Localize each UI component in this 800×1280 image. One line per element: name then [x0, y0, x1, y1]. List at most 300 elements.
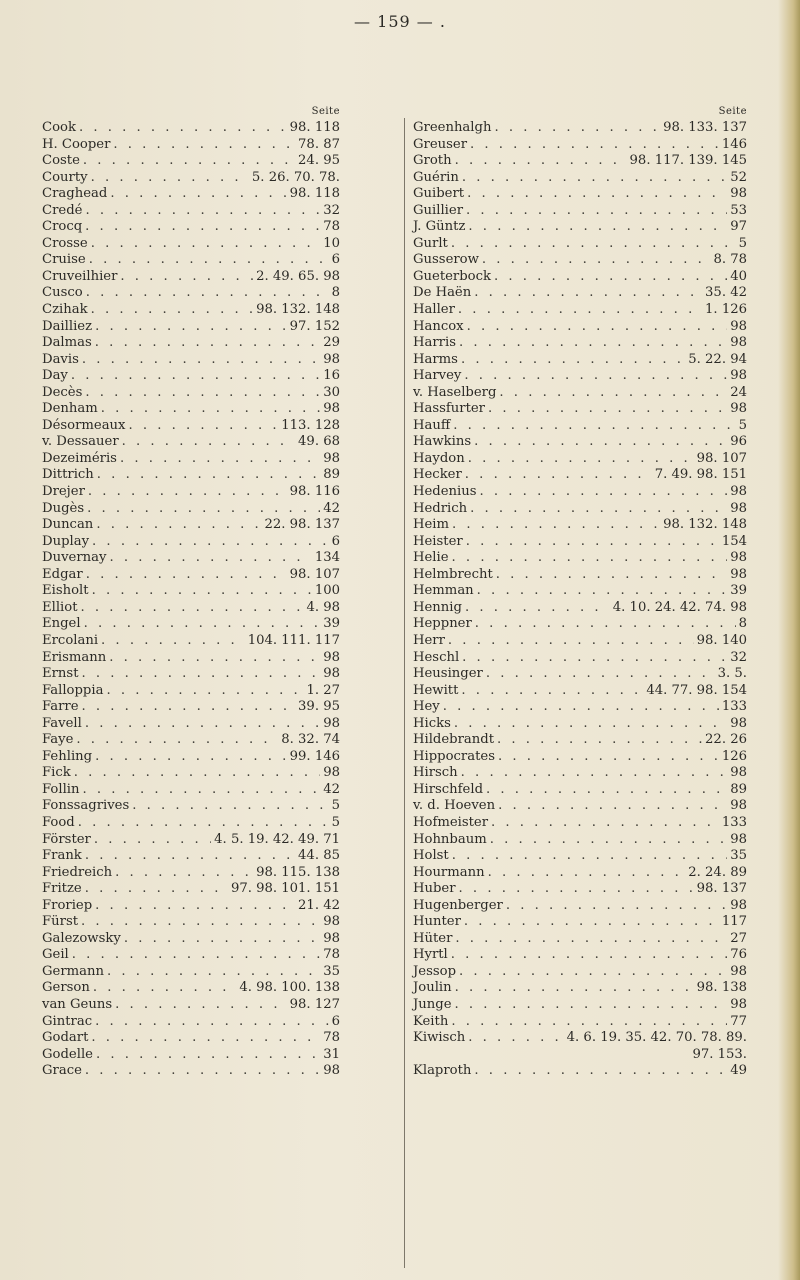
entry-name: Gueterbock — [413, 268, 491, 284]
entry-page-numbers: 96 — [730, 434, 747, 450]
entry-page-numbers: 98 — [323, 649, 340, 665]
entry-name: Harvey — [413, 368, 462, 384]
column-divider — [404, 118, 405, 1268]
entry-page-numbers: 98 — [323, 351, 340, 367]
index-entry — [42, 1047, 340, 1064]
entry-page-numbers: 78. 87 — [298, 136, 340, 152]
index-entry — [413, 153, 747, 170]
entry-page-numbers: 98 — [730, 484, 747, 500]
entry-name: Hedrich — [413, 500, 468, 516]
index-entry — [42, 567, 340, 584]
dot-leader — [69, 947, 320, 964]
index-entry — [42, 137, 340, 154]
dot-leader — [83, 567, 287, 584]
left-entries-list — [42, 120, 340, 1080]
entry-page-numbers: 35 — [730, 848, 747, 864]
dot-leader — [82, 848, 295, 865]
dot-leader — [85, 484, 287, 501]
entry-name: Désormeaux — [42, 417, 126, 433]
dot-leader — [78, 914, 320, 931]
entry-page-numbers: 154 — [721, 533, 747, 549]
entry-name: Keith — [413, 1013, 449, 1029]
entry-name: Credé — [42, 202, 83, 218]
entry-name: Hawkins — [413, 434, 472, 450]
dot-leader — [90, 980, 236, 997]
dot-leader — [91, 832, 211, 849]
dot-leader — [82, 1063, 320, 1080]
dot-leader — [106, 550, 311, 567]
index-entry — [413, 600, 747, 617]
dot-leader — [462, 600, 610, 617]
dot-leader — [461, 368, 727, 385]
dot-leader — [92, 1014, 329, 1031]
entry-name: Guillier — [413, 202, 464, 218]
dot-leader — [485, 865, 686, 882]
index-entry — [42, 1030, 340, 1047]
index-entry — [413, 914, 747, 931]
entry-name: Engel — [42, 616, 81, 632]
entry-page-numbers: 39 — [323, 616, 340, 632]
index-entry — [42, 252, 340, 269]
dot-leader — [459, 170, 727, 187]
entry-page-numbers: 8 — [738, 616, 747, 632]
dot-leader — [491, 269, 727, 286]
index-entry — [413, 848, 747, 865]
dot-leader — [82, 219, 320, 236]
dot-leader — [79, 352, 320, 369]
entry-page-numbers: 98. 115. 138 — [256, 864, 340, 880]
entry-name: Dalmas — [42, 335, 92, 351]
entry-page-numbers: 39 — [730, 583, 747, 599]
index-entry — [413, 1047, 747, 1064]
dot-leader — [479, 252, 711, 269]
index-entry — [413, 120, 747, 137]
dot-leader — [483, 782, 727, 799]
dot-leader — [81, 616, 321, 633]
index-entry — [42, 451, 340, 468]
entry-name: Froriep — [42, 897, 93, 913]
entry-name: Herr — [413, 632, 445, 648]
entry-page-numbers: 104. 111. 117 — [247, 632, 340, 648]
entry-name: Hemman — [413, 583, 474, 599]
entry-page-numbers: 49. 68 — [298, 434, 340, 450]
entry-name: Day — [42, 368, 68, 384]
dot-leader — [471, 285, 702, 302]
entry-name: Hirsch — [413, 765, 458, 781]
dot-leader — [86, 252, 329, 269]
entry-name: Craghead — [42, 186, 108, 202]
entry-page-numbers: 32 — [730, 649, 747, 665]
index-entry — [413, 252, 747, 269]
entry-name: Frank — [42, 848, 82, 864]
dot-leader — [117, 269, 253, 286]
entry-page-numbers: 22. 26 — [705, 732, 747, 748]
dot-leader — [449, 848, 727, 865]
entry-name: Hecker — [413, 467, 462, 483]
entry-name: Helmbrecht — [413, 566, 493, 582]
entry-page-numbers: 98 — [730, 765, 747, 781]
entry-page-numbers: 3. 5. — [717, 666, 747, 682]
entry-page-numbers: 98 — [323, 930, 340, 946]
entry-page-numbers: 98 — [730, 897, 747, 913]
dot-leader — [449, 517, 660, 534]
entry-name: Cusco — [42, 285, 83, 301]
entry-page-numbers: 98. 117. 139. 145 — [629, 153, 747, 169]
dot-leader — [88, 236, 321, 253]
entry-page-numbers: 5 — [331, 798, 340, 814]
entry-name: Jessop — [413, 963, 457, 979]
entry-name: Hugenberger — [413, 897, 503, 913]
entry-page-numbers: 5. 22. 94 — [688, 351, 747, 367]
entry-name: van Geuns — [42, 996, 113, 1012]
index-entry — [413, 947, 747, 964]
dot-leader — [68, 368, 320, 385]
index-entry — [42, 666, 340, 683]
dot-leader — [112, 997, 287, 1014]
entry-name: Crocq — [42, 219, 83, 235]
entry-page-numbers: 76 — [730, 947, 747, 963]
dot-leader — [471, 1063, 727, 1080]
entry-page-numbers: 98. 133. 137 — [663, 120, 747, 135]
index-entry — [42, 699, 340, 716]
dot-leader — [126, 418, 279, 435]
entry-name: Guérin — [413, 169, 459, 185]
dot-leader — [121, 931, 320, 948]
dot-leader — [82, 881, 228, 898]
dot-leader — [89, 534, 329, 551]
entry-page-numbers: 2. 49. 65. 98 — [256, 268, 340, 284]
index-entry — [42, 964, 340, 981]
dot-leader — [76, 120, 287, 137]
entry-name: Gerson — [42, 980, 90, 996]
dot-leader — [467, 137, 719, 154]
entry-page-numbers: 98 — [730, 368, 747, 384]
entry-name: Galezowsky — [42, 930, 121, 946]
index-entry — [413, 186, 747, 203]
index-entry — [413, 484, 747, 501]
dot-leader — [75, 815, 329, 832]
entry-page-numbers: 42 — [323, 500, 340, 516]
entry-page-numbers: 21. 42 — [298, 897, 340, 913]
index-entry — [413, 832, 747, 849]
entry-page-numbers: 42 — [323, 781, 340, 797]
entry-name: Heim — [413, 517, 450, 533]
index-entry — [42, 848, 340, 865]
index-entry — [42, 517, 340, 534]
entry-name: v. d. Hoeven — [413, 798, 496, 814]
index-entry — [42, 633, 340, 650]
dot-leader — [92, 749, 287, 766]
entry-name: Fonssagrives — [42, 798, 130, 814]
entry-page-numbers: 113. 128 — [281, 417, 340, 433]
entry-name: Favell — [42, 715, 82, 731]
entry-name: Godart — [42, 1030, 89, 1046]
index-entry — [413, 501, 747, 518]
entry-name: Fehling — [42, 748, 93, 764]
index-entry — [413, 401, 747, 418]
entry-page-numbers: 97. 152 — [289, 318, 340, 334]
entry-page-numbers: 98 — [730, 566, 747, 582]
entry-name: Hicks — [413, 715, 451, 731]
entry-name: Hennig — [413, 599, 462, 615]
entry-page-numbers: 6 — [331, 1013, 340, 1029]
entry-page-numbers: 133 — [721, 814, 747, 830]
dot-leader — [495, 798, 727, 815]
dot-leader — [463, 534, 719, 551]
entry-page-numbers: 98 — [730, 318, 747, 334]
dot-leader — [465, 451, 694, 468]
dot-leader — [465, 1030, 563, 1047]
dot-leader — [456, 335, 727, 352]
index-entry — [42, 219, 340, 236]
entry-page-numbers: 35. 42 — [705, 285, 747, 301]
index-entry — [42, 203, 340, 220]
index-entry — [413, 385, 747, 402]
index-entry — [42, 815, 340, 832]
index-entry — [42, 434, 340, 451]
entry-name: Hourmann — [413, 864, 485, 880]
index-entry — [413, 865, 747, 882]
index-entry — [413, 1063, 747, 1080]
dot-leader — [491, 120, 660, 137]
dot-leader — [92, 319, 287, 336]
dot-leader — [82, 385, 320, 402]
entry-page-numbers: 2. 24. 89 — [688, 864, 747, 880]
dot-leader — [464, 186, 727, 203]
entry-name: Förster — [42, 831, 91, 847]
index-entry — [42, 600, 340, 617]
entry-name: Haydon — [413, 450, 465, 466]
entry-name: Dugès — [42, 500, 85, 516]
index-entry — [42, 782, 340, 799]
dot-leader — [452, 980, 694, 997]
index-entry — [413, 269, 747, 286]
entry-name: Klaproth — [413, 1063, 472, 1079]
index-entry — [413, 550, 747, 567]
dot-leader — [472, 616, 736, 633]
entry-name: Hedenius — [413, 484, 477, 500]
index-entry — [42, 650, 340, 667]
entry-page-numbers: 52 — [730, 169, 747, 185]
dot-leader — [84, 501, 320, 518]
dot-leader — [78, 600, 304, 617]
index-entry — [413, 170, 747, 187]
entry-page-numbers: 98 — [323, 914, 340, 930]
dot-leader — [103, 683, 303, 700]
dot-leader — [463, 203, 727, 220]
entry-page-numbers: 10 — [323, 235, 340, 251]
dot-leader — [117, 451, 320, 468]
entry-name: Duncan — [42, 517, 94, 533]
index-entry — [413, 931, 747, 948]
index-entry — [413, 352, 747, 369]
dot-leader — [456, 964, 727, 981]
dot-leader — [494, 732, 702, 749]
entry-name: Gurlt — [413, 235, 448, 251]
entry-name: Kiwisch — [413, 1030, 466, 1046]
entry-name: De Haën — [413, 285, 472, 301]
entry-name: Czihak — [42, 302, 88, 318]
entry-page-numbers: 6 — [331, 533, 340, 549]
dot-leader — [452, 931, 727, 948]
entry-page-numbers: 98. 140 — [696, 632, 747, 648]
dot-leader — [467, 501, 727, 518]
entry-name: Cruveilhier — [42, 268, 118, 284]
entry-page-numbers: 98. 118 — [289, 186, 340, 202]
entry-page-numbers: 78 — [323, 1030, 340, 1046]
entry-page-numbers: 98 — [323, 715, 340, 731]
index-entry — [42, 484, 340, 501]
dot-leader — [449, 550, 728, 567]
dot-leader — [488, 815, 719, 832]
dot-leader — [104, 964, 320, 981]
entry-page-numbers: 98. 127 — [289, 996, 340, 1012]
entry-name: Hauff — [413, 417, 451, 433]
entry-name: Germann — [42, 963, 104, 979]
entry-name: Coste — [42, 153, 80, 169]
entry-name: Heusinger — [413, 666, 483, 682]
index-entry — [413, 898, 747, 915]
entry-page-numbers: 98. 138 — [696, 980, 747, 996]
entry-page-numbers: 97. 98. 101. 151 — [230, 881, 340, 897]
index-entry — [413, 964, 747, 981]
entry-page-numbers: 29 — [323, 335, 340, 351]
dot-leader — [448, 236, 736, 253]
entry-name: Fick — [42, 765, 71, 781]
right-entries-list — [413, 120, 747, 1080]
dot-leader — [448, 947, 727, 964]
entry-page-numbers: 4. 5. 19. 42. 49. 71 — [214, 831, 340, 847]
entry-page-numbers: 97. 153. — [692, 1046, 747, 1062]
entry-page-numbers: 78 — [323, 947, 340, 963]
dot-leader — [496, 385, 727, 402]
entry-name: Joulin — [413, 980, 452, 996]
entry-name: Harms — [413, 351, 458, 367]
index-entry — [42, 352, 340, 369]
index-entry — [42, 385, 340, 402]
entry-name: Helie — [413, 550, 449, 566]
entry-name: Hildebrandt — [413, 732, 495, 748]
entry-page-numbers: 8 — [331, 285, 340, 301]
entry-page-numbers: 98 — [730, 401, 747, 417]
index-entry — [413, 335, 747, 352]
entry-page-numbers: 49 — [730, 1063, 747, 1079]
entry-name: Hirschfeld — [413, 781, 484, 797]
entry-page-numbers: 5. 26. 70. 78. — [251, 169, 340, 185]
index-entry — [42, 153, 340, 170]
index-entry — [413, 980, 747, 997]
entry-page-numbers: 99. 146 — [289, 748, 340, 764]
index-entry — [413, 699, 747, 716]
entry-page-numbers: 117 — [721, 914, 747, 930]
entry-page-numbers: 98 — [730, 186, 747, 202]
entry-page-numbers: 98 — [323, 1063, 340, 1079]
index-entry — [42, 732, 340, 749]
entry-name: Hyrtl — [413, 947, 448, 963]
entry-page-numbers: 98 — [730, 715, 747, 731]
entry-page-numbers: 89 — [730, 781, 747, 797]
index-entry — [413, 534, 747, 551]
dot-leader — [98, 401, 320, 418]
dot-leader — [92, 898, 295, 915]
dot-leader — [73, 732, 278, 749]
index-entry — [42, 716, 340, 733]
entry-name: Hohnbaum — [413, 831, 487, 847]
index-entry — [413, 219, 747, 236]
entry-page-numbers: 44. 85 — [298, 848, 340, 864]
entry-name: Huber — [413, 881, 456, 897]
seite-label-left: Seite — [311, 106, 340, 117]
entry-page-numbers: 134 — [314, 550, 340, 566]
index-entry — [413, 567, 747, 584]
entry-name: Ernst — [42, 666, 79, 682]
dot-leader — [93, 1047, 320, 1064]
dot-leader — [93, 517, 261, 534]
entry-page-numbers: 44. 77. 98. 154 — [646, 682, 747, 698]
entry-name: Eisholt — [42, 583, 89, 599]
dot-leader — [464, 319, 728, 336]
dot-leader — [83, 285, 329, 302]
entry-name: Duplay — [42, 533, 90, 549]
dot-leader — [445, 633, 694, 650]
entry-page-numbers: 77 — [730, 1013, 747, 1029]
dot-leader — [451, 716, 727, 733]
index-entry — [42, 534, 340, 551]
dot-leader — [119, 434, 295, 451]
entry-name: Hassfurter — [413, 401, 485, 417]
entry-page-numbers: 5 — [331, 814, 340, 830]
dot-leader — [455, 302, 702, 319]
index-column-right — [413, 106, 747, 1080]
dot-leader — [79, 666, 321, 683]
dot-leader — [88, 170, 249, 187]
index-entry — [42, 550, 340, 567]
entry-name: Hüter — [413, 930, 453, 946]
dot-leader — [79, 699, 296, 716]
index-entry — [42, 120, 340, 137]
entry-name: Falloppia — [42, 682, 104, 698]
dot-leader — [458, 683, 643, 700]
entry-page-numbers: 98 — [323, 666, 340, 682]
entry-page-numbers: 98. 118 — [289, 120, 340, 135]
dot-leader — [452, 997, 728, 1014]
entry-page-numbers: 53 — [730, 202, 747, 218]
index-entry — [42, 186, 340, 203]
entry-page-numbers: 8. 32. 74 — [281, 732, 340, 748]
index-entry — [42, 865, 340, 882]
index-entry — [413, 451, 747, 468]
dot-leader — [465, 219, 727, 236]
index-entry — [42, 997, 340, 1014]
entry-name: Harris — [413, 335, 456, 351]
entry-name: Farre — [42, 699, 79, 715]
dot-leader — [92, 335, 320, 352]
dot-leader — [461, 914, 719, 931]
index-entry — [42, 368, 340, 385]
entry-page-numbers: 98. 116 — [289, 484, 340, 500]
index-entry — [42, 236, 340, 253]
index-entry — [413, 302, 747, 319]
index-entry — [42, 501, 340, 518]
entry-name: Faye — [42, 732, 74, 748]
entry-page-numbers: 24. 95 — [298, 153, 340, 169]
dot-leader — [485, 401, 727, 418]
entry-page-numbers: 98 — [730, 550, 747, 566]
index-entry — [413, 434, 747, 451]
entry-name: Edgar — [42, 566, 83, 582]
entry-page-numbers: 98 — [730, 335, 747, 351]
entry-page-numbers: 22. 98. 137 — [264, 517, 340, 533]
